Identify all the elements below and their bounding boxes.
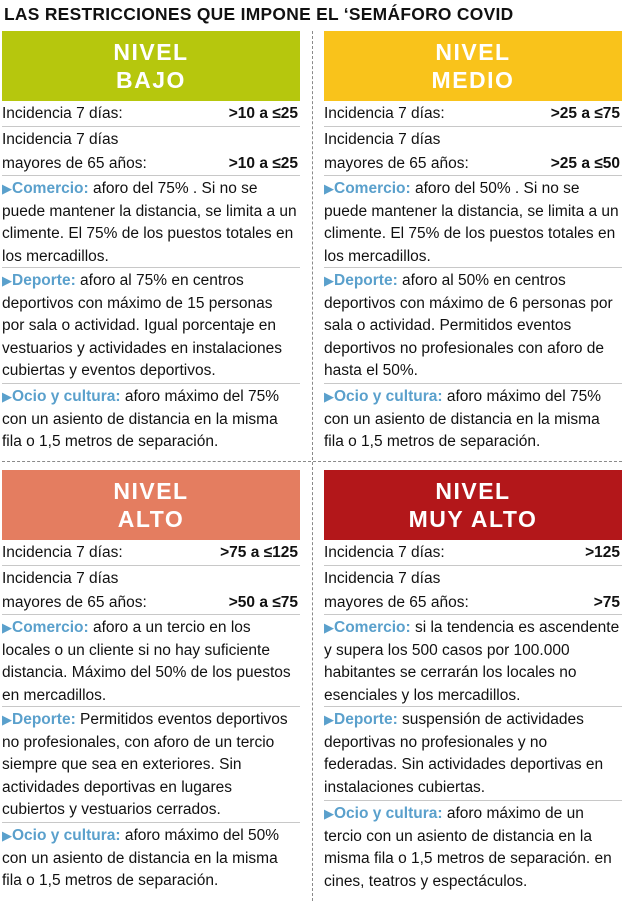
deporte-text: aforo al 50% en centros deportivos con máximo de 6 personas por sala o actividad. Permitidos eventos deportivos no profesionales con aforo de hasta el 50%. (324, 272, 613, 380)
header-line-1: NIVEL (435, 478, 511, 504)
panel-nivel-muy-alto (324, 470, 622, 896)
triangle-bullet-icon: ▶ (2, 273, 12, 288)
ocio-label: Ocio y cultura: (334, 388, 443, 405)
comercio-label: Comercio: (12, 619, 89, 636)
triangle-bullet-icon: ▶ (2, 389, 12, 404)
mayores-row (324, 566, 622, 615)
triangle-bullet-icon: ▶ (324, 389, 334, 404)
ocio-section (324, 801, 622, 896)
mayores-value: >25 a ≤50 (550, 155, 620, 172)
header-line-1: NIVEL (113, 478, 189, 504)
mayores-label-line-1: Incidencia 7 días (324, 570, 441, 587)
ocio-section (2, 823, 300, 896)
mayores-row (2, 566, 300, 615)
mayores-value: >50 a ≤75 (228, 594, 298, 611)
comercio-label: Comercio: (12, 180, 89, 197)
triangle-bullet-icon: ▶ (2, 181, 12, 196)
panel-nivel-alto (2, 470, 300, 896)
mayores-value: >75 (593, 594, 620, 611)
comercio-label: Comercio: (334, 619, 411, 636)
deporte-text: Permitidos eventos deportivos no profesionales, con aforo de un tercio siempre que sea en exteriores. Sin actividades deportivas en lugares cubiertos y vestuarios cerrados. (2, 711, 288, 819)
mayores-label-line-1: Incidencia 7 días (2, 131, 119, 148)
incidencia-value: >10 a ≤25 (228, 105, 298, 122)
ocio-text: aforo máximo del 50% con un asiento de distancia en la misma fila o 1,5 metros de separación. (2, 827, 280, 890)
incidencia-row (2, 101, 300, 127)
triangle-bullet-icon: ▶ (2, 620, 12, 635)
mayores-label-line-2: mayores de 65 años: (324, 594, 469, 611)
ocio-text: aforo máximo del 75% con un asiento de distancia en la misma fila o 1,5 metros de separación. (324, 388, 602, 451)
deporte-section (2, 707, 300, 823)
deporte-label: Deporte: (334, 272, 398, 289)
mayores-label-line-2: mayores de 65 años: (324, 155, 469, 172)
ocio-text: aforo máximo del 75% con un asiento de distancia en la misma fila o 1,5 metros de separación. (2, 388, 280, 451)
triangle-bullet-icon: ▶ (324, 273, 334, 288)
incidencia-value: >125 (585, 544, 620, 561)
ocio-text: aforo máximo de un tercio con un asiento de distancia en la misma fila o 1,5 metros de separación. en cines, teatros y espectáculos. (324, 805, 612, 890)
incidencia-value: >25 a ≤75 (550, 105, 620, 122)
mayores-label-line-2: mayores de 65 años: (2, 155, 147, 172)
header-line-2: MEDIO (431, 67, 515, 93)
panel-header (324, 470, 622, 540)
mayores-row (324, 127, 622, 176)
comercio-text: aforo a un tercio en los locales o un cliente si no hay suficiente distancia. Máximo del 50% de los puestos en mercadillos. (2, 619, 291, 704)
comercio-section (2, 615, 300, 707)
triangle-bullet-icon: ▶ (2, 712, 12, 727)
panel-nivel-bajo (2, 31, 300, 457)
horizontal-divider (2, 461, 622, 462)
ocio-label: Ocio y cultura: (334, 805, 443, 822)
triangle-bullet-icon: ▶ (324, 806, 334, 821)
vertical-divider (312, 31, 313, 901)
triangle-bullet-icon: ▶ (324, 620, 334, 635)
header-line-2: BAJO (116, 67, 186, 93)
comercio-label: Comercio: (334, 180, 411, 197)
mayores-row (2, 127, 300, 176)
ocio-label: Ocio y cultura: (12, 827, 121, 844)
deporte-label: Deporte: (334, 711, 398, 728)
panel-header (2, 470, 300, 540)
panel-header (2, 31, 300, 101)
mayores-label-line-2: mayores de 65 años: (2, 594, 147, 611)
incidencia-row (324, 101, 622, 127)
deporte-section (324, 268, 622, 384)
comercio-text: aforo del 75% . Si no se puede mantener la distancia, se limita a un climente. El 75% de los puestos totales en los mercadillos. (2, 180, 297, 265)
ocio-label: Ocio y cultura: (12, 388, 121, 405)
incidencia-label: Incidencia 7 días: (2, 544, 123, 561)
header-line-1: NIVEL (435, 39, 511, 65)
incidencia-value: >75 a ≤125 (220, 544, 298, 561)
deporte-label: Deporte: (12, 711, 76, 728)
header-line-2: MUY ALTO (408, 506, 538, 532)
incidencia-row (2, 540, 300, 566)
deporte-text: suspensión de actividades deportivas no profesionales y no federadas. Sin actividades deportivas en instalaciones cubiertas. (324, 711, 604, 796)
ocio-section (324, 384, 622, 457)
deporte-section (2, 268, 300, 384)
incidencia-label: Incidencia 7 días: (2, 105, 123, 122)
comercio-text: si la tendencia es ascendente y supera los 500 casos por 100.000 habitantes se cerrarán los locales no esenciales y los mercadillos. (324, 619, 620, 704)
triangle-bullet-icon: ▶ (324, 712, 334, 727)
header-line-2: ALTO (117, 506, 185, 532)
mayores-value: >10 a ≤25 (228, 155, 298, 172)
comercio-section (324, 176, 622, 268)
deporte-section (324, 707, 622, 801)
main-title: LAS RESTRICCIONES QUE IMPONE EL ‘SEMÁFORO COVID (4, 4, 514, 24)
incidencia-label: Incidencia 7 días: (324, 544, 445, 561)
triangle-bullet-icon: ▶ (324, 181, 334, 196)
triangle-bullet-icon: ▶ (2, 828, 12, 843)
incidencia-row (324, 540, 622, 566)
deporte-text: aforo al 75% en centros deportivos con máximo de 15 personas por sala o actividad. Igual porcentaje en vestuarios y actividades en instalaciones cubiertas y eventos deportivos. (2, 272, 283, 380)
ocio-section (2, 384, 300, 457)
comercio-section (324, 615, 622, 707)
panel-header (324, 31, 622, 101)
incidencia-label: Incidencia 7 días: (324, 105, 445, 122)
comercio-text: aforo del 50% . Si no se puede mantener la distancia, se limita a un climente. El 75% de los puestos totales en los mercadillos. (324, 180, 619, 265)
mayores-label-line-1: Incidencia 7 días (324, 131, 441, 148)
panel-nivel-medio (324, 31, 622, 457)
header-line-1: NIVEL (113, 39, 189, 65)
mayores-label-line-1: Incidencia 7 días (2, 570, 119, 587)
comercio-section (2, 176, 300, 268)
deporte-label: Deporte: (12, 272, 76, 289)
